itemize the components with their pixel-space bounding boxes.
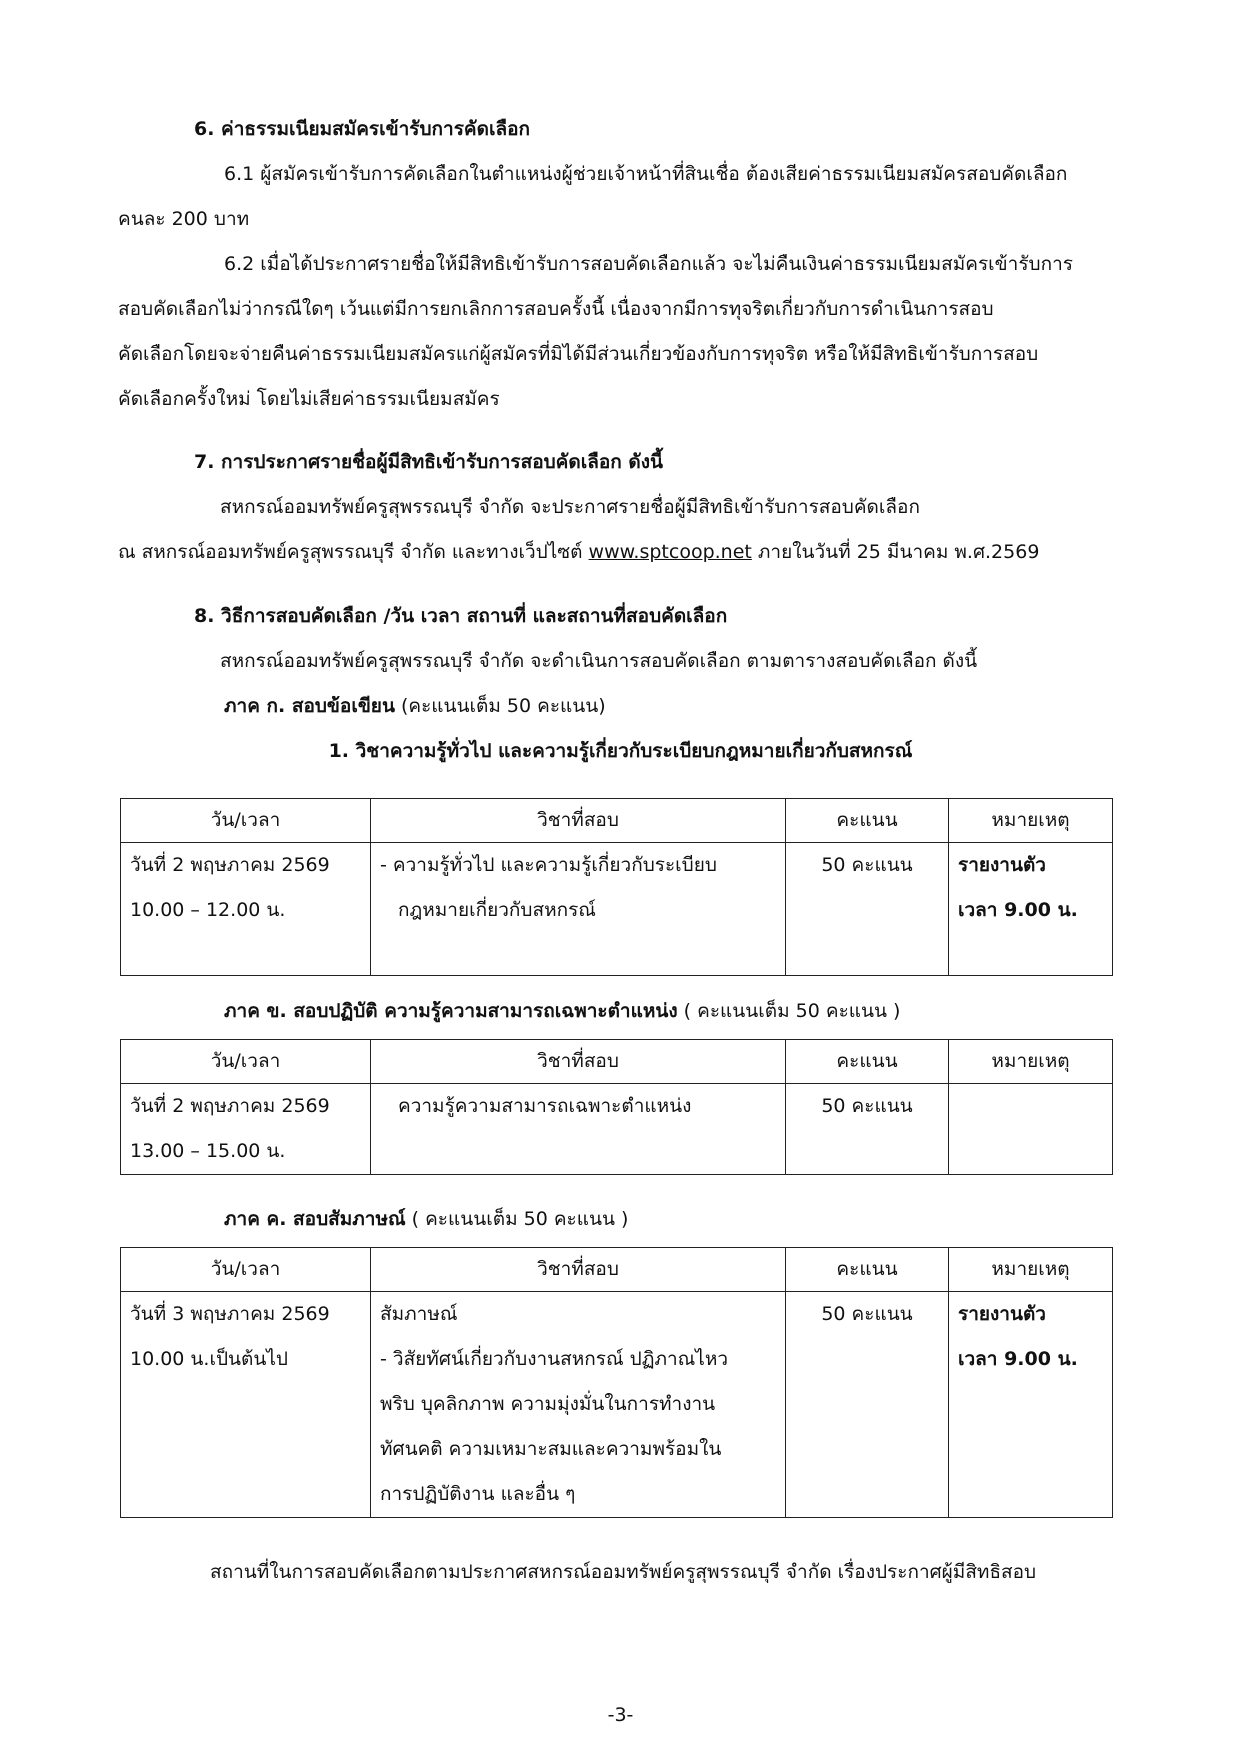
subject-line: สัมภาษณ์ [380, 1303, 458, 1325]
website-link[interactable]: www.sptcoop.net [588, 541, 752, 563]
subject-line: พริบ บุคลิกภาพ ความมุ่งมั่นในการทำงาน [380, 1393, 716, 1415]
section-7-line-2 [118, 543, 1039, 562]
subject-cell [371, 1292, 786, 1518]
remark-line: รายงานตัว [958, 854, 1046, 876]
remark-line: เวลา 9.00 น. [958, 1348, 1078, 1370]
part-b-note: ( คะแนนเต็ม 50 คะแนน ) [677, 1000, 901, 1022]
table-header-row [121, 1248, 1113, 1292]
header-subject: วิชาที่สอบ [371, 799, 786, 843]
part-c-title: ภาค ค. สอบสัมภาษณ์ [224, 1208, 406, 1230]
score-value: 50 คะแนน [821, 854, 913, 876]
remark-cell [949, 1084, 1113, 1175]
remark-line: รายงานตัว [958, 1303, 1046, 1325]
subject-cell [371, 1084, 786, 1175]
score-value: 50 คะแนน [821, 1095, 913, 1117]
part-c-heading [224, 1210, 628, 1229]
subject-line: กฎหมายเกี่ยวกับสหกรณ์ [398, 899, 596, 921]
page-number: -3- [607, 1704, 634, 1726]
table-row [121, 1292, 1113, 1518]
header-score: คะแนน [786, 1248, 949, 1292]
header-date: วัน/เวลา [121, 799, 371, 843]
section-8-heading: 8. วิธีการสอบคัดเลือก /วัน เวลา สถานที่ และสถานที่สอบคัดเลือก [194, 605, 728, 627]
date-cell [121, 1292, 371, 1518]
subject-line: - วิสัยทัศน์เกี่ยวกับงานสหกรณ์ ปฏิภาณไหว [380, 1348, 729, 1370]
part-c-note: ( คะแนนเต็ม 50 คะแนน ) [405, 1208, 629, 1230]
venue-note: สถานที่ในการสอบคัดเลือกตามประกาศสหกรณ์ออมทรัพย์ครูสุพรรณบุรี จำกัด เรื่องประกาศผู้มีสิทธิสอบ [210, 1561, 1037, 1583]
section-7-line-1: สหกรณ์ออมทรัพย์ครูสุพรรณบุรี จำกัด จะประกาศรายชื่อผู้มีสิทธิเข้ารับการสอบคัดเลือก [220, 496, 920, 518]
section-8-intro: สหกรณ์ออมทรัพย์ครูสุพรรณบุรี จำกัด จะดำเนินการสอบคัดเลือก ตามตารางสอบคัดเลือก ดังนี้ [220, 650, 978, 672]
subject-line: - ความรู้ทั่วไป และความรู้เกี่ยวกับระเบียบ [380, 854, 717, 876]
score-cell [786, 1084, 949, 1175]
header-score: คะแนน [786, 799, 949, 843]
subject-line: การปฏิบัติงาน และอื่น ๆ [380, 1483, 576, 1505]
remark-cell [949, 843, 1113, 976]
exam-table-part-c [120, 1247, 1113, 1518]
part-a-subject-heading: 1. วิชาความรู้ทั่วไป และความรู้เกี่ยวกับระเบียบกฎหมายเกี่ยวกับสหกรณ์ [328, 740, 913, 762]
table-header-row [121, 1040, 1113, 1084]
section-6-heading: 6. ค่าธรรมเนียมสมัครเข้ารับการคัดเลือก [194, 118, 531, 140]
part-b-title: ภาค ข. สอบปฏิบัติ ความรู้ความสามารถเฉพาะตำแหน่ง [224, 1000, 678, 1022]
time-line: 10.00 – 12.00 น. [130, 899, 286, 921]
score-cell [786, 1292, 949, 1518]
table-row [121, 1084, 1113, 1175]
remark-line: เวลา 9.00 น. [958, 899, 1078, 921]
section-6-2-line-2: สอบคัดเลือกไม่ว่ากรณีใดๆ เว้นแต่มีการยกเลิกการสอบครั้งนี้ เนื่องจากมีการทุจริตเกี่ยวกับการดำเนินการสอบ [118, 298, 994, 320]
time-line: 13.00 – 15.00 น. [130, 1140, 286, 1162]
header-score: คะแนน [786, 1040, 949, 1084]
exam-table-part-a [120, 798, 1113, 976]
date-cell [121, 1084, 371, 1175]
section-6-1-line-2: คนละ 200 บาท [118, 208, 250, 230]
part-b-heading [224, 1002, 900, 1021]
section-7-line-2-post: ภายในวันที่ 25 มีนาคม พ.ศ.2569 [751, 541, 1040, 563]
subject-cell [371, 843, 786, 976]
date-cell [121, 843, 371, 976]
time-line: 10.00 น.เป็นต้นไป [130, 1348, 288, 1370]
part-a-heading [224, 697, 606, 716]
part-a-title: ภาค ก. สอบข้อเขียน [224, 695, 395, 717]
score-cell [786, 843, 949, 976]
date-line: วันที่ 2 พฤษภาคม 2569 [130, 854, 330, 876]
subject-line: ทัศนคติ ความเหมาะสมและความพร้อมใน [380, 1438, 722, 1460]
subject-line: ความรู้ความสามารถเฉพาะตำแหน่ง [398, 1095, 692, 1117]
section-7-line-2-pre: ณ สหกรณ์ออมทรัพย์ครูสุพรรณบุรี จำกัด และทางเว็ปไซต์ [118, 541, 589, 563]
remark-cell [949, 1292, 1113, 1518]
header-subject: วิชาที่สอบ [371, 1040, 786, 1084]
table-row [121, 843, 1113, 976]
header-remark: หมายเหตุ [949, 1040, 1113, 1084]
header-date: วัน/เวลา [121, 1248, 371, 1292]
section-6-2-line-4: คัดเลือกครั้งใหม่ โดยไม่เสียค่าธรรมเนียมสมัคร [118, 388, 500, 410]
header-remark: หมายเหตุ [949, 1248, 1113, 1292]
part-a-note: (คะแนนเต็ม 50 คะแนน) [394, 695, 606, 717]
score-value: 50 คะแนน [821, 1303, 913, 1325]
header-subject: วิชาที่สอบ [371, 1248, 786, 1292]
date-line: วันที่ 3 พฤษภาคม 2569 [130, 1303, 330, 1325]
section-6-1-line-1: 6.1 ผู้สมัครเข้ารับการคัดเลือกในตำแหน่งผู้ช่วยเจ้าหน้าที่สินเชื่อ ต้องเสียค่าธรรมเนียมสมัครสอบคัดเลือก [224, 163, 1068, 185]
section-6-2-line-1: 6.2 เมื่อได้ประกาศรายชื่อให้มีสิทธิเข้ารับการสอบคัดเลือกแล้ว จะไม่คืนเงินค่าธรรมเนียมสมัครเข้ารับการ [224, 253, 1073, 275]
table-header-row [121, 799, 1113, 843]
section-6-2-line-3: คัดเลือกโดยจะจ่ายคืนค่าธรรมเนียมสมัครแก่ผู้สมัครที่มิได้มีส่วนเกี่ยวข้องกับการทุจริต หรือให้มีสิทธิเข้ารับการสอบ [118, 343, 1039, 365]
exam-table-part-b [120, 1039, 1113, 1175]
header-remark: หมายเหตุ [949, 799, 1113, 843]
header-date: วัน/เวลา [121, 1040, 371, 1084]
date-line: วันที่ 2 พฤษภาคม 2569 [130, 1095, 330, 1117]
section-7-heading: 7. การประกาศรายชื่อผู้มีสิทธิเข้ารับการสอบคัดเลือก ดังนี้ [194, 451, 664, 473]
